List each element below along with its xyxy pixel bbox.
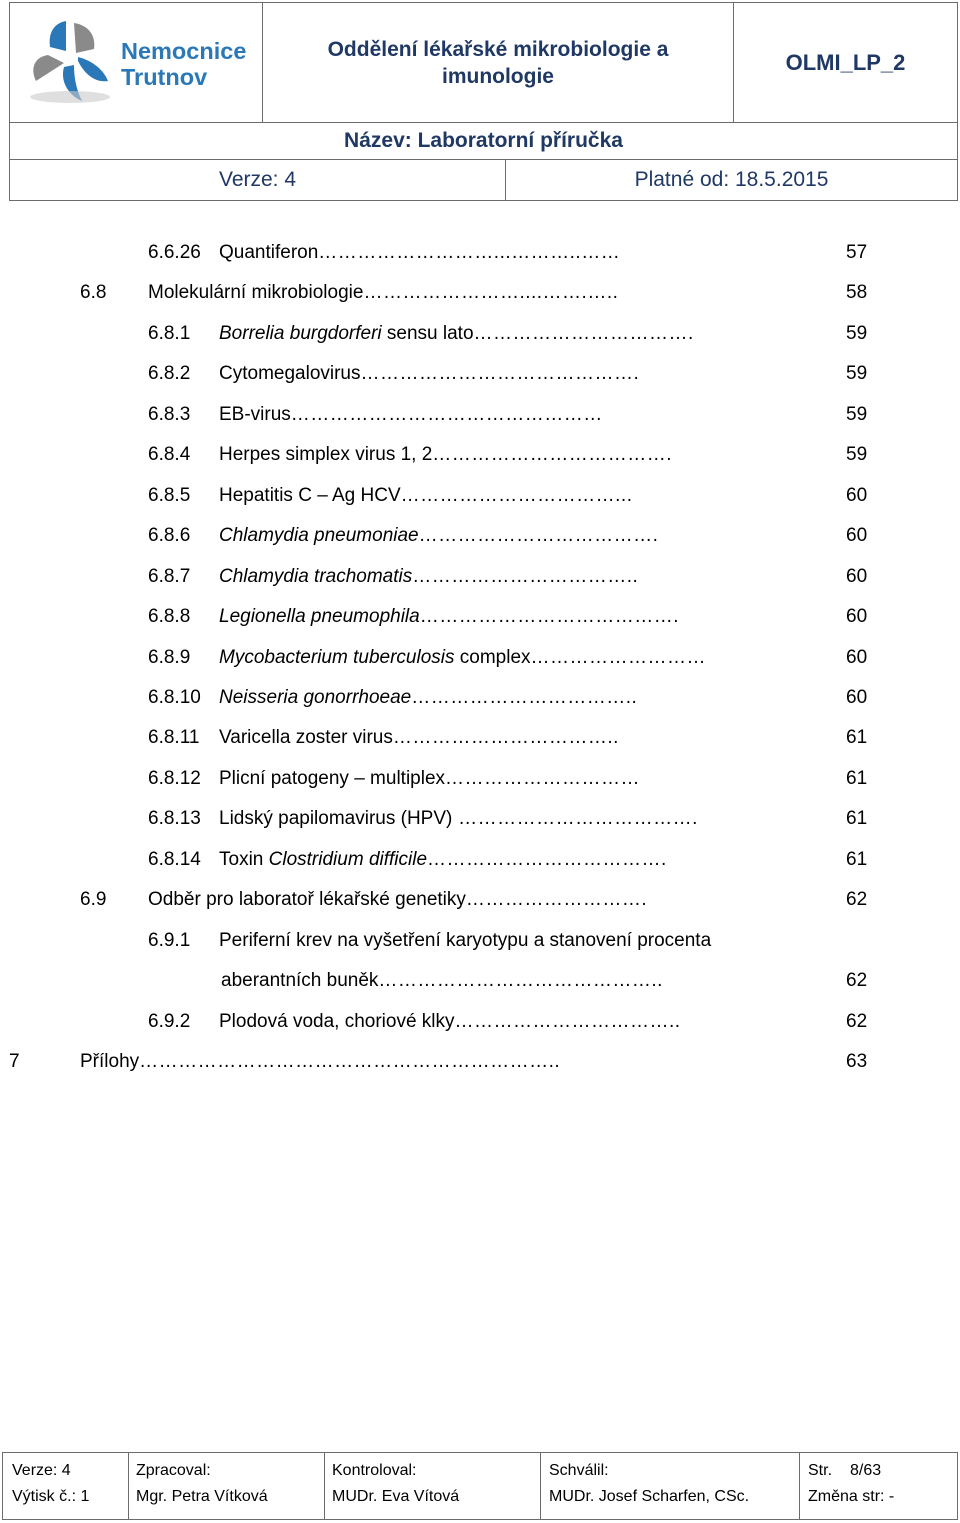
toc-page: 60 — [846, 485, 868, 506]
toc-number: 6.8.12 — [148, 768, 201, 789]
toc-leader: …………………………………….. — [378, 970, 663, 991]
footer-checked-name: MUDr. Eva Vítová — [332, 1488, 460, 1505]
footer-prepared-cell — [128, 1452, 325, 1520]
toc-page: 61 — [846, 727, 868, 748]
toc-leader: ……………………………. — [473, 323, 694, 344]
toc-entry[interactable] — [0, 643, 960, 673]
toc-entry[interactable] — [0, 481, 960, 511]
doc-title-cell — [9, 122, 958, 160]
toc-title-italic: Clostridium difficile — [268, 849, 428, 870]
toc-number: 6.8.1 — [148, 323, 191, 344]
footer-approved-label: Schválil: — [549, 1462, 609, 1479]
toc-leader: ……………………....…….….. — [363, 282, 619, 303]
doc-code: OLMI_LP_2 — [785, 49, 906, 75]
toc-page: 62 — [846, 889, 868, 910]
footer-checked-label: Kontroloval: — [332, 1462, 417, 1479]
toc-title: Přílohy — [80, 1051, 140, 1072]
toc-leader: ……………………… — [530, 647, 707, 668]
toc-page: 61 — [846, 768, 868, 789]
hospital-logo-icon — [24, 17, 116, 107]
toc-number: 6.9.1 — [148, 930, 191, 951]
toc-page: 60 — [846, 687, 868, 708]
toc-page: 62 — [846, 970, 868, 991]
logo-line1: Nemocnice — [121, 38, 247, 64]
toc-entry[interactable] — [0, 440, 960, 470]
toc-number: 6.8.5 — [148, 485, 191, 506]
footer-page-label: Str. — [808, 1462, 833, 1479]
toc-number: 6.8.3 — [148, 404, 191, 425]
toc-entry[interactable] — [0, 804, 960, 834]
footer-page-value: 8/63 — [850, 1462, 882, 1479]
department-cell — [262, 2, 734, 123]
department-line2: imunologie — [441, 64, 554, 88]
toc-number: 6.8.4 — [148, 444, 191, 465]
toc-page: 63 — [846, 1051, 868, 1072]
toc-number: 6.8.14 — [148, 849, 201, 870]
toc-title-italic: Legionella pneumophila — [219, 606, 420, 627]
footer-prepared-name: Mgr. Petra Vítková — [136, 1488, 268, 1505]
toc-entry[interactable] — [0, 1007, 960, 1037]
valid-from-cell — [505, 159, 958, 201]
valid-from-text: Platné od: 18.5.2015 — [634, 168, 829, 191]
footer-checked-cell — [324, 1452, 541, 1520]
toc-leader: ………………………………. — [418, 525, 659, 546]
document-header — [9, 2, 958, 199]
toc-number: 6.9 — [80, 889, 107, 910]
toc-number: 6.8.7 — [148, 566, 191, 587]
toc-title: Toxin — [219, 849, 269, 870]
toc-page: 60 — [846, 647, 868, 668]
footer-approved-cell — [540, 1452, 800, 1520]
hospital-logo-text — [121, 38, 246, 90]
toc-title: Periferní krev na vyšetření karyotypu a stanovení procenta — [219, 930, 712, 951]
toc-number: 6.8.9 — [148, 647, 191, 668]
version-cell — [9, 159, 506, 201]
toc-title: Plodová voda, choriové klky — [219, 1011, 455, 1032]
toc-title: Cytomegalovirus — [219, 363, 361, 384]
toc-leader: …………………………….. — [454, 1011, 681, 1032]
toc-leader: …………………………….. — [411, 687, 638, 708]
toc-title: Molekulární mikrobiologie — [148, 282, 364, 303]
toc-entry-continuation[interactable] — [0, 966, 960, 996]
toc-page: 62 — [846, 1011, 868, 1032]
toc-leader: ……………………………………. — [360, 363, 640, 384]
toc-entry[interactable] — [0, 319, 960, 349]
department-line1: Oddělení lékařské mikrobiologie a — [327, 37, 669, 61]
toc-entry[interactable] — [0, 845, 960, 875]
toc-entry[interactable] — [0, 278, 960, 308]
toc-page: 60 — [846, 525, 868, 546]
toc-page: 58 — [846, 282, 868, 303]
toc-leader: …………………………….. — [392, 727, 619, 748]
toc-title: Herpes simplex virus 1, 2 — [219, 444, 433, 465]
toc-page: 61 — [846, 849, 868, 870]
logo-line2: Trutnov — [121, 64, 208, 90]
toc-page: 61 — [846, 808, 868, 829]
toc-title-italic: Borrelia burgdorferi — [219, 323, 382, 344]
doc-code-cell — [733, 2, 958, 123]
footer-version-cell — [2, 1452, 129, 1520]
toc-entry[interactable] — [0, 926, 960, 956]
footer-copy: Výtisk č.: 1 — [12, 1488, 90, 1505]
toc-number: 6.8.13 — [148, 808, 201, 829]
toc-title: complex — [454, 647, 531, 668]
toc-leader: ………………………...………..…… — [318, 242, 621, 263]
footer-page-cell — [799, 1452, 958, 1520]
toc-title: EB-virus — [219, 404, 291, 425]
toc-leader: ………………………………. — [427, 849, 667, 870]
document-footer — [0, 1452, 960, 1520]
logo-cell — [9, 2, 263, 123]
toc-title-italic: Neisseria gonorrhoeae — [219, 687, 412, 708]
toc-number: 7 — [9, 1051, 20, 1072]
footer-version: Verze: 4 — [12, 1462, 71, 1479]
toc-number: 6.8.11 — [148, 727, 200, 748]
doc-title: Název: Laboratorní příručka — [344, 129, 623, 152]
toc-title: Quantiferon — [219, 242, 319, 263]
toc-page: 60 — [846, 606, 868, 627]
toc-leader: ………………………………………… — [290, 404, 603, 425]
toc-title: Plicní patogeny – multiplex — [219, 768, 446, 789]
toc-entry[interactable] — [0, 764, 960, 794]
toc-title-italic: Chlamydia trachomatis — [219, 566, 413, 587]
toc-leader: ………………………………. — [432, 444, 673, 465]
toc-leader: …………………………………. — [419, 606, 679, 627]
toc-title: Varicella zoster virus — [219, 727, 393, 748]
toc-leader: ………………………………. — [452, 808, 698, 829]
toc-number: 6.8.8 — [148, 606, 191, 627]
toc-entry[interactable] — [0, 359, 960, 389]
toc-entry[interactable] — [0, 602, 960, 632]
version-text: Verze: 4 — [218, 168, 297, 191]
toc-title-italic: Chlamydia pneumoniae — [219, 525, 419, 546]
toc-page: 60 — [846, 566, 868, 587]
toc-title: sensu lato — [381, 323, 474, 344]
toc-entry[interactable] — [0, 238, 960, 268]
toc-leader: ……………………………... — [400, 485, 633, 506]
toc-leader: ………………………. — [465, 889, 648, 910]
toc-entry[interactable] — [0, 723, 960, 753]
toc-title: Odběr pro laboratoř lékařské genetiky — [148, 889, 466, 910]
toc-number: 6.8.2 — [148, 363, 191, 384]
toc-number: 6.6.26 — [148, 242, 201, 263]
toc-entry[interactable] — [0, 1047, 960, 1077]
toc-title: Hepatitis C – Ag HCV — [219, 485, 401, 506]
toc-page: 59 — [846, 323, 868, 344]
toc-page: 59 — [846, 363, 868, 384]
toc-leader: ……………………………………………………….. — [139, 1051, 561, 1072]
toc-entry[interactable] — [0, 562, 960, 592]
toc-leader: ………………………… — [445, 768, 641, 789]
footer-approved-name: MUDr. Josef Scharfen, CSc. — [549, 1488, 750, 1505]
toc-title: Lidský papilomavirus (HPV) — [219, 808, 453, 829]
toc-leader: …………………………….. — [412, 566, 639, 587]
toc-page: 59 — [846, 444, 868, 465]
toc-title: aberantních buněk — [221, 970, 379, 991]
toc-entry[interactable] — [0, 521, 960, 551]
toc-number: 6.8.10 — [148, 687, 201, 708]
toc-page: 57 — [846, 242, 868, 263]
toc-number: 6.8 — [80, 282, 107, 303]
toc-number: 6.9.2 — [148, 1011, 191, 1032]
toc-entry[interactable] — [0, 400, 960, 430]
toc-entry[interactable] — [0, 683, 960, 713]
footer-change: Změna str: - — [808, 1488, 895, 1505]
footer-prepared-label: Zpracoval: — [136, 1462, 211, 1479]
toc-number: 6.8.6 — [148, 525, 191, 546]
toc-entry[interactable] — [0, 885, 960, 915]
toc-page: 59 — [846, 404, 868, 425]
toc-title-italic: Mycobacterium tuberculosis — [219, 647, 455, 668]
